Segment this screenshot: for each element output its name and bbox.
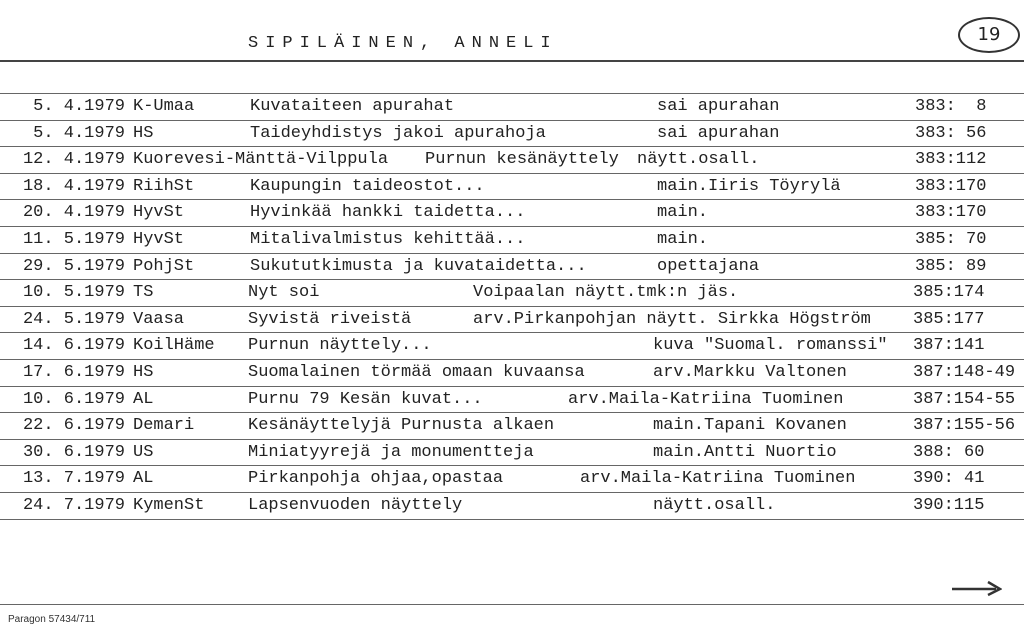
entry-reference: 385: 89 — [915, 256, 987, 276]
entry-source: K-Umaa — [133, 97, 195, 116]
entry-source: TS — [133, 283, 154, 303]
entry-note: main. — [657, 203, 709, 223]
entry-note: kuva "Suomal. romanssi" — [653, 336, 888, 356]
entry-note: arv.Maila-Katriina Tuominen — [568, 389, 844, 409]
entry-reference: 383: 8 — [915, 97, 987, 116]
entry-date: 17. 6.1979 — [22, 363, 125, 382]
entry-date: 5. 4.1979 — [33, 97, 125, 116]
arrow-right-icon — [950, 578, 1002, 598]
entry-title: Purnu 79 Kesän kuvat... — [248, 389, 483, 409]
entry-source: RiihSt — [133, 176, 195, 196]
entry-reference: 385: 70 — [915, 230, 987, 249]
entry-note: näytt.osall. — [653, 496, 776, 515]
entry-date: 13. 7.1979 — [22, 469, 125, 489]
header-rule — [0, 60, 1024, 62]
entry-title: Taideyhdistys jakoi apurahoja — [250, 123, 546, 143]
entry-reference: 385:177 — [913, 309, 985, 329]
entry-date: 5. 4.1979 — [33, 123, 125, 143]
entry-source: HS — [133, 123, 154, 143]
entry-source: HyvSt — [133, 230, 185, 249]
entry-source: Kuorevesi-Mänttä-Vilppula — [133, 150, 389, 170]
entry-title: Miniatyyrejä ja monumentteja — [248, 442, 534, 462]
entry-row — [0, 307, 1024, 334]
entry-title: Mitalivalmistus kehittää... — [250, 230, 526, 249]
footer-rule — [0, 604, 1024, 605]
entry-title: Hyvinkää hankki taidetta... — [250, 203, 526, 223]
entry-date: 18. 4.1979 — [22, 176, 125, 196]
entry-reference: 388: 60 — [913, 442, 985, 462]
entry-date: 24. 5.1979 — [22, 309, 125, 329]
card-footer: Paragon 57434/711 — [8, 614, 96, 625]
entry-note: näytt.osall. — [637, 150, 760, 170]
entry-date: 12. 4.1979 — [22, 150, 125, 170]
entry-title: Kuvataiteen apurahat — [250, 97, 455, 116]
entry-row — [0, 200, 1024, 227]
entry-note: main.Antti Nuortio — [653, 442, 837, 462]
entry-source: US — [133, 442, 154, 462]
row-divider — [0, 519, 1024, 520]
entry-source: Demari — [133, 416, 195, 436]
entry-reference: 387:154-55 — [913, 389, 1016, 409]
entry-title: Pirkanpohja ohjaa,opastaa — [248, 469, 504, 489]
entry-note: arv.Markku Valtonen — [653, 363, 847, 382]
entry-title: Syvistä riveistä — [248, 309, 412, 329]
entry-row — [0, 493, 1024, 520]
entry-source: HyvSt — [133, 203, 185, 223]
entry-source: AL — [133, 389, 154, 409]
entry-row — [0, 440, 1024, 467]
entry-note: main. — [657, 230, 709, 249]
entry-note: arv.Maila-Katriina Tuominen — [580, 469, 856, 489]
entry-title: Kaupungin taideostot... — [250, 176, 485, 196]
card-title: SIPILÄINEN, ANNELI — [248, 34, 558, 53]
entry-source: KymenSt — [133, 496, 205, 515]
entry-title: Kesänäyttelyjä Purnusta alkaen — [248, 416, 555, 436]
entry-source: Vaasa — [133, 309, 185, 329]
entry-date: 10. 6.1979 — [22, 389, 125, 409]
entry-row — [0, 333, 1024, 360]
entry-date: 30. 6.1979 — [22, 442, 125, 462]
entry-date: 14. 6.1979 — [22, 336, 125, 356]
entry-row — [0, 254, 1024, 281]
entry-note: sai apurahan — [657, 97, 780, 116]
entry-row — [0, 466, 1024, 493]
entry-reference: 390: 41 — [913, 469, 985, 489]
entry-date: 24. 7.1979 — [22, 496, 125, 515]
entry-reference: 383: 56 — [915, 123, 987, 143]
entry-title: Sukututkimusta ja kuvataidetta... — [250, 256, 587, 276]
entry-date: 20. 4.1979 — [22, 203, 125, 223]
entry-note: opettajana — [657, 256, 760, 276]
entry-row — [0, 174, 1024, 201]
entry-note: sai apurahan — [657, 123, 780, 143]
entry-row — [0, 147, 1024, 174]
entry-title: Purnun kesänäyttely — [425, 150, 619, 170]
entry-title: Suomalainen törmää omaan kuvaansa — [248, 363, 585, 382]
entry-source: AL — [133, 469, 154, 489]
entry-row — [0, 360, 1024, 387]
entry-row — [0, 280, 1024, 307]
entry-note: main.Tapani Kovanen — [653, 416, 847, 436]
entry-reference: 390:115 — [913, 496, 985, 515]
entry-note: Voipaalan näytt.tmk:n jäs. — [473, 283, 739, 303]
entry-reference: 387:155-56 — [913, 416, 1016, 436]
entry-reference: 383:170 — [915, 203, 987, 223]
entry-title: Lapsenvuoden näyttely — [248, 496, 463, 515]
entry-reference: 383:112 — [915, 150, 987, 170]
entry-reference: 383:170 — [915, 176, 987, 196]
entry-source: PohjSt — [133, 256, 195, 276]
entry-note: arv.Pirkanpohjan näytt. Sirkka Högström — [473, 309, 871, 329]
entry-date: 22. 6.1979 — [22, 416, 125, 436]
entry-row — [0, 413, 1024, 440]
entry-row — [0, 94, 1024, 121]
entry-reference: 387:141 — [913, 336, 985, 356]
entry-row — [0, 227, 1024, 254]
entry-reference: 385:174 — [913, 283, 985, 303]
page-number-circle: 19 — [958, 17, 1020, 53]
entry-row — [0, 387, 1024, 414]
entry-date: 11. 5.1979 — [22, 230, 125, 249]
entry-source: KoilHäme — [133, 336, 215, 356]
entry-title: Nyt soi — [248, 283, 320, 303]
entry-title: Purnun näyttely... — [248, 336, 432, 356]
entry-note: main.Iiris Töyrylä — [657, 176, 841, 196]
entry-date: 29. 5.1979 — [22, 256, 125, 276]
entry-source: HS — [133, 363, 154, 382]
entry-date: 10. 5.1979 — [22, 283, 125, 303]
entry-row — [0, 121, 1024, 148]
entry-reference: 387:148-49 — [913, 363, 1016, 382]
